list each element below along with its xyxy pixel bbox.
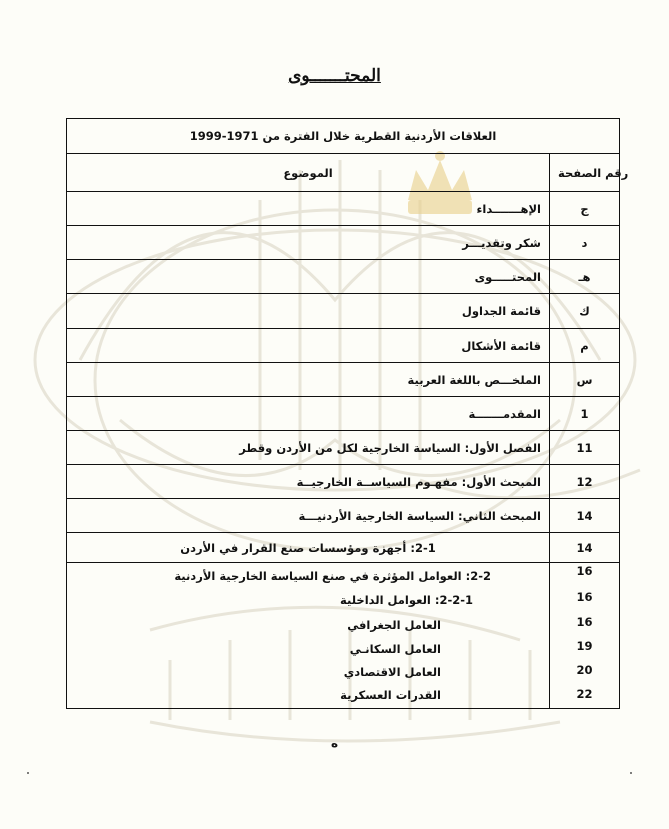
row-topic: المقدمـــــــة bbox=[67, 397, 550, 431]
row-page: د bbox=[550, 226, 620, 260]
row-topic: الفصل الأول: السياسة الخارجية لكل من الأردن وقطر bbox=[67, 431, 550, 465]
page-number: ه bbox=[330, 736, 339, 750]
row-topic: المبحث الثاني: السياسة الخارجية الأردنيـــة bbox=[67, 499, 550, 533]
column-header-topic: الموضوع bbox=[67, 154, 550, 192]
table-row bbox=[67, 431, 620, 465]
row-page: س bbox=[550, 363, 620, 397]
speck-mark bbox=[27, 772, 29, 774]
row-topic: القدرات العسكرية bbox=[340, 688, 441, 702]
row-topic: قائمة الجداول bbox=[67, 294, 550, 329]
table-row bbox=[67, 260, 620, 294]
row-page: 22 bbox=[576, 687, 593, 701]
table-row bbox=[67, 192, 620, 226]
table-row bbox=[67, 499, 620, 533]
row-topic: 2-2-1: العوامل الداخلية bbox=[340, 593, 473, 607]
row-page: 11 bbox=[550, 431, 620, 465]
table-row bbox=[67, 294, 620, 329]
table-row bbox=[67, 329, 620, 363]
row-page: ج bbox=[550, 192, 620, 226]
column-header-page: رقم الصفحة bbox=[550, 154, 620, 192]
row-topic: شكر وتقديـــر bbox=[67, 226, 550, 260]
row-page: 16 bbox=[576, 615, 593, 629]
row-page: 20 bbox=[576, 663, 593, 677]
row-page: 16 bbox=[576, 590, 593, 604]
row-topic: المحتـــــوى bbox=[67, 260, 550, 294]
row-page: 1 bbox=[550, 397, 620, 431]
row-page: 19 bbox=[576, 639, 593, 653]
row-topic: العامل الجغرافي bbox=[347, 618, 441, 632]
row-topic: 2-2: العوامل المؤثرة في صنع السياسة الخارجية الأردنية bbox=[174, 569, 491, 583]
table-header-row bbox=[67, 154, 620, 192]
row-topic: المبحث الأول: مفهـوم السياســة الخارجيــة bbox=[67, 465, 550, 499]
row-page-group bbox=[550, 563, 620, 709]
row-topic: العامل الاقتصادي bbox=[343, 665, 441, 679]
row-topic: قائمة الأشكال bbox=[67, 329, 550, 363]
table-caption: العلاقات الأردنية القطرية خلال الفترة من 1971-1999 bbox=[67, 119, 620, 154]
row-page: 16 bbox=[576, 564, 593, 578]
row-page: 14 bbox=[550, 533, 620, 563]
speck-mark bbox=[630, 772, 632, 774]
row-topic: العامل السكانـي bbox=[349, 642, 441, 656]
table-row bbox=[67, 363, 620, 397]
table-row bbox=[67, 533, 620, 563]
row-topic-group bbox=[67, 563, 550, 709]
row-topic: الإهـــــــداء bbox=[67, 192, 550, 226]
row-topic: 2-1: أجهزة ومؤسسات صنع القرار في الأردن bbox=[67, 533, 550, 563]
row-page: م bbox=[550, 329, 620, 363]
table-row-group bbox=[67, 563, 620, 709]
table-row bbox=[67, 397, 620, 431]
row-page: 12 bbox=[550, 465, 620, 499]
table-row bbox=[67, 465, 620, 499]
table-caption-row bbox=[67, 119, 620, 154]
row-page: ك bbox=[550, 294, 620, 329]
row-topic: الملخـــص باللغة العربية bbox=[67, 363, 550, 397]
contents-table bbox=[66, 118, 629, 709]
page-title: المحتـــــــوى bbox=[288, 66, 381, 86]
row-page: هـ bbox=[550, 260, 620, 294]
row-page: 14 bbox=[550, 499, 620, 533]
table-row bbox=[67, 226, 620, 260]
